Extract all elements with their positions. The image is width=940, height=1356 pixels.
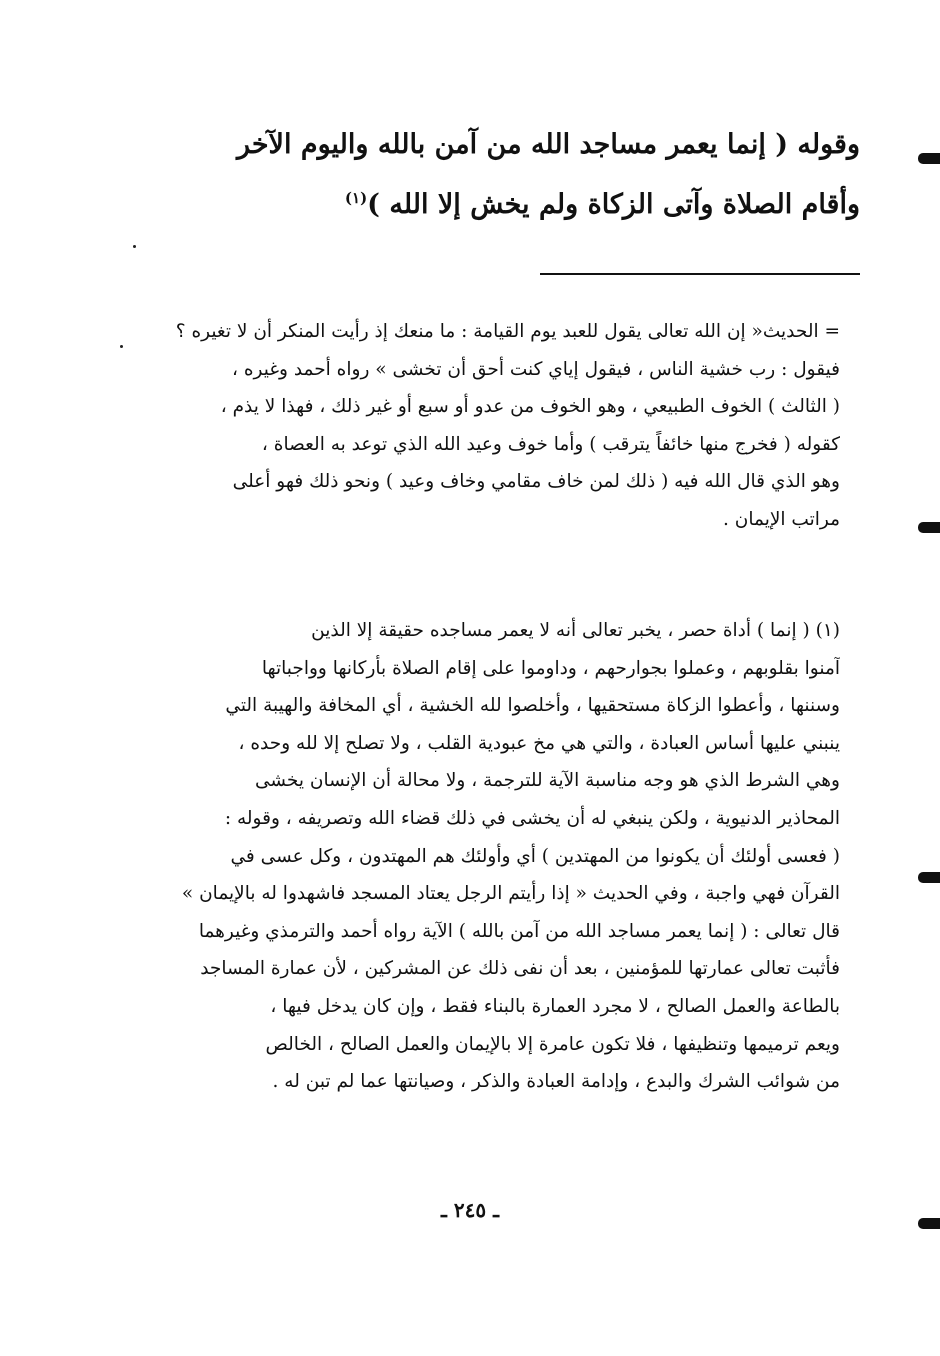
footnote-1-line: ينبني عليها أساس العبادة ، والتي هي مخ عبودية القلب ، ولا تصلح إلا لله وحده ،: [238, 732, 840, 754]
footnote-continued: [120, 313, 840, 539]
footnote-continued-line: مراتب الإيمان .: [723, 508, 840, 530]
footnote-1-line: فأثبت تعالى عمارتها للمؤمنين ، بعد أن نفى ذلك عن المشركين ، لأن عمارة المساجد: [200, 958, 840, 980]
footnote-1-line: القرآن فهي واجبة ، وفي الحديث « إذا رأيتم الرجل يعتاد المسجد فاشهدوا له بالإيمان »: [181, 883, 840, 905]
footnote-1-line: من شوائب الشرك والبدع ، وإدامة العبادة والذكر ، وصيانتها عما لم تبن له .: [272, 1071, 840, 1093]
footnote-1-line: وهي الشرط الذي هو وجه مناسبة الآية للترجمة ، ولا محالة أن الإنسان يخشى: [254, 770, 840, 792]
footnote-reference: (١): [344, 189, 368, 207]
footnote-1-line: بالطاعة والعمل الصالح ، لا مجرد العمارة بالبناء فقط ، وإن كان يدخل فيها ،: [270, 995, 840, 1017]
footnote-divider: [540, 273, 860, 275]
page-number: ـ ٢٤٥ ـ: [441, 1198, 499, 1222]
verse-line-1: وقوله ( إنما يعمر مساجد الله من آمن بالله واليوم الآخر: [236, 129, 860, 160]
scan-edge-mark: [918, 522, 940, 533]
scan-edge-mark: [918, 153, 940, 164]
footnote-1-line: المحاذير الدنيوية ، ولكن ينبغي له أن يخشى في ذلك قضاء الله وتصريفه ، وقوله :: [224, 807, 840, 829]
scan-edge-mark: [918, 872, 940, 883]
verse-line-2-text: وأقام الصلاة وآتى الزكاة ولم يخش إلا الله ): [367, 189, 860, 220]
footnote-1-line: ( فعسى أولئك أن يكونوا من المهتدين ) أي وأولئك هم المهتدون ، وكل عسى في: [230, 845, 840, 867]
footnote-1-line: ويعم ترميمها وتنظيفها ، فلا تكون عامرة إلا بالإيمان والعمل الصالح ، الخالص: [265, 1033, 840, 1055]
footnote-1-line: (١) ( إنما ) أداة حصر ، يخبر تعالى أنه لا يعمر مساجده حقيقة إلا الذين: [311, 620, 840, 641]
scan-speck: [120, 345, 123, 348]
footnote-1-line: وسننها ، وأعطوا الزكاة مستحقيها ، وأخلصوا لله الخشية ، أي المخافة والهيبة التي: [225, 695, 840, 717]
footnote-continued-line: وهو الذي قال الله فيه ( ذلك لمن خاف مقامي وخاف وعيد ) ونحو ذلك فهو أعلى: [232, 471, 840, 493]
footnote-continued-line: كقوله ( فخرج منها خائفاً يترقب ) وأما خوف وعيد الله الذي توعد به العصاة ،: [261, 433, 840, 455]
footnote-1: [120, 612, 840, 1101]
footnote-1-line: قال تعالى : ( إنما يعمر مساجد الله من آمن بالله ) الآية رواه أحمد والترمذي وغيرهما: [198, 920, 840, 942]
footnote-continued-line: فيقول : رب خشية الناس ، فيقول إياي كنت أحق أن تخشى » رواه أحمد وغيره ،: [232, 358, 840, 380]
footnote-1-line: آمنوا بقلوبهم ، وعملوا بجوارحهم ، وداوموا على إقام الصلاة بأركانها وواجباتها: [261, 657, 840, 679]
footnote-continued-line: ( الثالث ) الخوف الطبيعي ، وهو الخوف من عدو أو سبع أو غير ذلك ، فهذا لا يذم ،: [220, 396, 840, 418]
footnote-continued-line: = الحديث« إن الله تعالى يقول للعبد يوم القيامة : ما منعك إذ رأيت المنكر أن لا تغيره ؟: [175, 321, 840, 342]
quran-verse-text: [120, 115, 860, 235]
verse-line-2: [120, 175, 860, 235]
scan-edge-mark: [918, 1218, 940, 1229]
scan-speck: [133, 245, 136, 248]
